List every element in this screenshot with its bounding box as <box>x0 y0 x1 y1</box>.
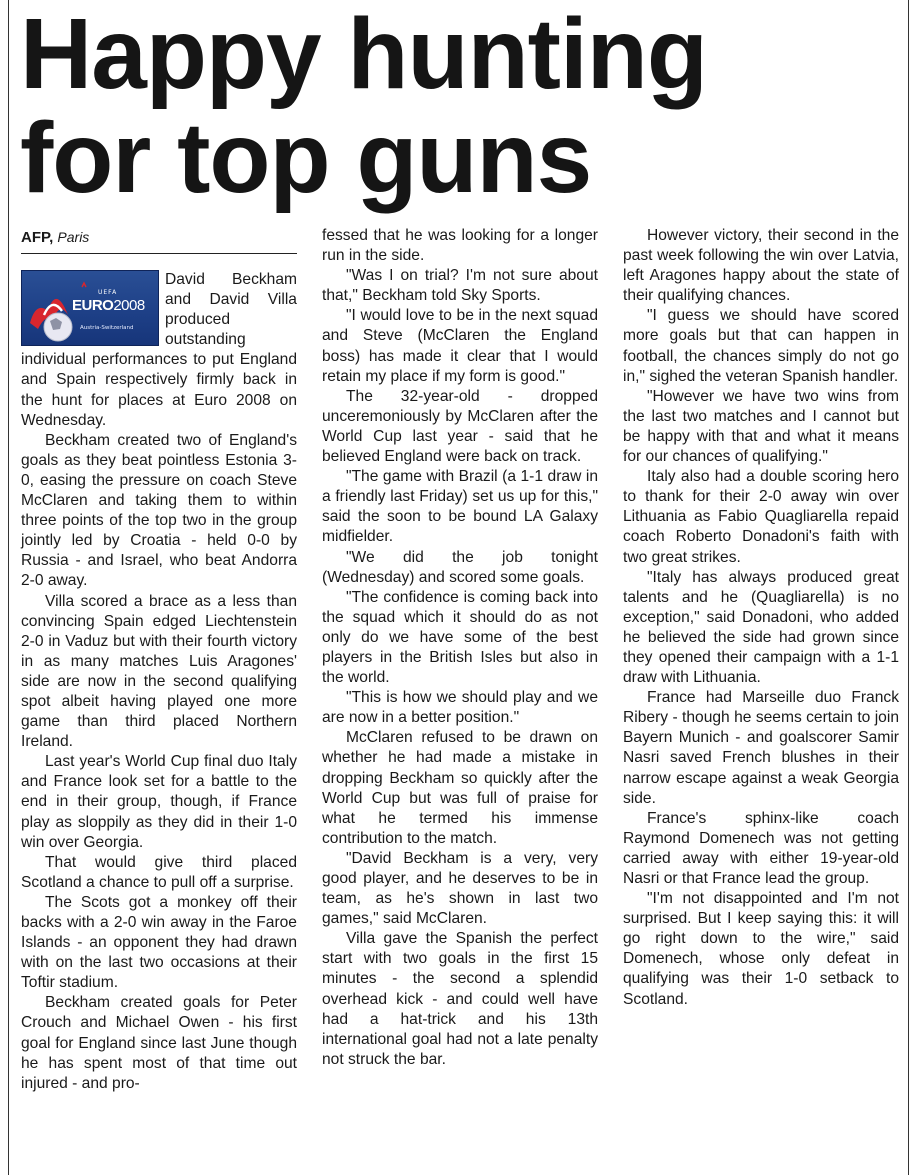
article-paragraph: "The confidence is coming back into the squad which it should do as not only do we have some of the best players in the British Isles but also in the world. <box>322 588 598 687</box>
article-paragraph: McClaren refused to be drawn on whether he had made a mistake in dropping Beckham so quickly after the World Cup but was full of praise for what he termed his immense contribution to the match. <box>322 729 598 847</box>
left-column-rule <box>8 0 9 1175</box>
byline <box>21 226 297 254</box>
euro-2008-logo <box>21 270 159 346</box>
article-paragraph: Italy also had a double scoring hero to thank for their 2-0 away win over Lithuania as Fabio Quagliarella repaid coach Roberto Donadoni's faith with two great strikes. <box>623 468 899 566</box>
logo-euro-text <box>72 296 145 316</box>
article-paragraph: "I guess we should have scored more goals but that can happen in football, the chances simply do not go in," sighed the veteran Spanish handler. <box>623 307 899 385</box>
logo-host-text: Austria-Switzerland <box>80 325 134 331</box>
logo-year: 2008 <box>113 297 145 314</box>
article-paragraph: "I'm not disappointed and I'm not surprised. But I keep saying this: it will go right down to the wire," said Domenech, whose only defeat in qualifying was their 1-0 setback to Scotland. <box>623 890 899 1008</box>
article-paragraph: "This is how we should play and we are now in a better position." <box>322 689 598 727</box>
article-paragraph: "Was I on trial? I'm not sure about that," Beckham told Sky Sports. <box>322 267 598 305</box>
article-column-1 <box>21 226 297 1094</box>
article-paragraph: "David Beckham is a very, very good player, and he deserves to be in team, as he's shown in last two games," said McClaren. <box>322 849 598 928</box>
article-paragraph: That would give third placed Scotland a chance to pull off a surprise. <box>21 853 297 891</box>
article-column-3 <box>623 226 899 1010</box>
headline-line-1: Happy hunting <box>20 0 707 110</box>
right-column-rule <box>908 0 909 1175</box>
article-paragraph: David Beckham and David Villa produced outstanding individual performances to put England and Spain respectively firmly back in the hunt for places at Euro 2008 on Wednesday. <box>21 271 297 429</box>
article-paragraph: Villa gave the Spanish the perfect start with two goals in the first 15 minutes - the second a splendid overhead kick - and could well have had a hat-trick and his 13th international goal had not a late penalty not struck the bar. <box>322 930 598 1068</box>
article-paragraph-continued: fessed that he was looking for a longer run in the side. <box>322 227 598 265</box>
article-paragraph: Beckham created goals for Peter Crouch and Michael Owen - his first goal for England since last June though he has spent most of that time out injured - and pro- <box>21 994 297 1092</box>
logo-euro-word: EURO <box>72 297 114 314</box>
byline-place: Paris <box>57 229 90 245</box>
article-paragraph: "The game with Brazil (a 1-1 draw in a friendly last Friday) set us up for this," said the soon to be bound LA Galaxy midfielder. <box>322 468 598 546</box>
article-paragraph: However victory, their second in the past week following the win over Latvia, left Aragones happy about the state of their qualifying chances. <box>623 227 899 305</box>
headline <box>20 0 900 214</box>
byline-agency: AFP, <box>21 229 54 246</box>
article-paragraph: Beckham created two of England's goals as they beat pointless Estonia 3-0, easing the pressure on coach Steve McClaren and taking them to within three points of the top two in the group jointly led by Croatia - held 0-0 by Russia - and Israel, who beat Andorra 2-0 away. <box>21 431 297 590</box>
article-column-2 <box>322 226 598 1070</box>
article-paragraph: The Scots got a monkey off their backs with a 2-0 win away in the Faroe Islands - an opponent they had drawn with on the last two occasions at their Toftir stadium. <box>21 893 297 992</box>
article-paragraph: "We did the job tonight (Wednesday) and scored some goals. <box>322 548 598 586</box>
article-paragraph: France had Marseille duo Franck Ribery - though he seems certain to join Bayern Munich - and goalscorer Samir Nasri saved French blushes in their narrow escape against a weak Georgia side. <box>623 689 899 807</box>
article-paragraph: Last year's World Cup final duo Italy and France look set for a battle to the end in their group, though, if France play as sloppily as they did in their 1-0 win over Georgia. <box>21 753 297 851</box>
article-paragraph: The 32-year-old - dropped unceremoniously by McClaren after the World Cup last year - said that he believed England were back on track. <box>322 387 598 466</box>
article-paragraph: Villa scored a brace as a less than convincing Spain edged Liechtenstein 2-0 in Vaduz but with their fourth victory in as many matches Luis Aragones' side are now in the second qualifying spot albeit having played one more game than third placed Northern Ireland. <box>21 592 297 751</box>
article-paragraph: France's sphinx-like coach Raymond Domenech was not getting carried away with either 19-year-old Nasri or that France lead the group. <box>623 809 899 887</box>
logo-org-text: UEFA <box>98 289 118 296</box>
article-paragraph: "However we have two wins from the last two matches and I cannot but be happy with that and what it means for our chances of qualifying." <box>623 387 899 466</box>
article-paragraph: "I would love to be in the next squad and Steve (McClaren the England boss) has made it clear that I would retain my place if my form is good." <box>322 307 598 385</box>
headline-line-2: for top guns <box>20 102 592 214</box>
article-paragraph: "Italy has always produced great talents and he (Quagliarella) is no exception," said Donadoni, who added he believed the side had grown since they opened their campaign with a 1-1 draw with Lithuania. <box>623 568 899 687</box>
